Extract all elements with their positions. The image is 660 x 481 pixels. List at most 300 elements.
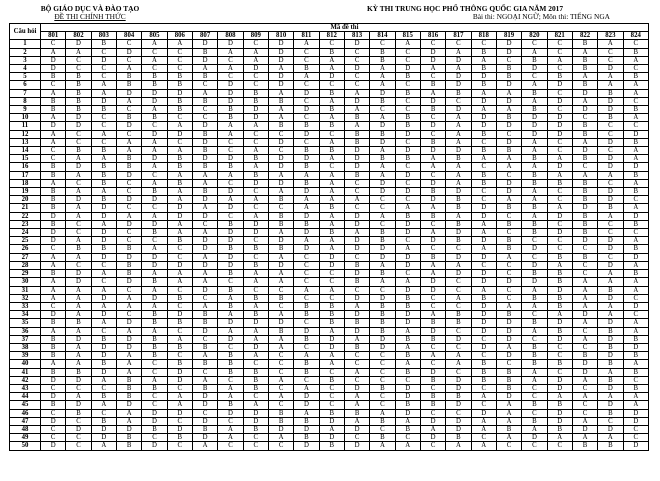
- answer-cell: B: [496, 245, 521, 253]
- answer-cell: A: [218, 65, 243, 73]
- answer-cell: D: [547, 229, 572, 237]
- answer-cell: D: [344, 311, 369, 319]
- answer-cell: A: [294, 352, 319, 360]
- answer-cell: C: [319, 270, 344, 278]
- answer-cell: A: [268, 253, 293, 261]
- answer-cell: A: [167, 196, 192, 204]
- answer-cell: D: [142, 261, 167, 269]
- answer-cell: C: [623, 40, 648, 48]
- answer-cell: A: [268, 114, 293, 122]
- question-number: 37: [10, 335, 41, 343]
- answer-cell: B: [420, 106, 445, 114]
- answer-cell: D: [142, 417, 167, 425]
- answer-cell: A: [522, 376, 547, 384]
- answer-cell: C: [218, 147, 243, 155]
- question-number: 13: [10, 138, 41, 146]
- answer-cell: A: [572, 294, 597, 302]
- answer-cell: D: [192, 434, 217, 442]
- answer-cell: D: [319, 434, 344, 442]
- answer-cell: A: [446, 360, 471, 368]
- answer-cell: A: [319, 65, 344, 73]
- answer-cell: A: [167, 229, 192, 237]
- answer-cell: B: [41, 368, 66, 376]
- answer-cell: C: [243, 253, 268, 261]
- answer-cell: C: [41, 81, 66, 89]
- answer-cell: C: [496, 130, 521, 138]
- answer-cell: D: [598, 138, 623, 146]
- table-row: [10, 442, 649, 450]
- answer-cell: A: [41, 48, 66, 56]
- answer-cell: D: [471, 270, 496, 278]
- exam-code-cell: 815: [395, 32, 420, 40]
- answer-cell: B: [522, 294, 547, 302]
- answer-cell: C: [294, 343, 319, 351]
- answer-cell: B: [623, 270, 648, 278]
- answer-cell: B: [218, 163, 243, 171]
- answer-cell: C: [167, 48, 192, 56]
- answer-cell: D: [395, 229, 420, 237]
- answer-cell: B: [446, 237, 471, 245]
- answer-cell: A: [395, 278, 420, 286]
- answer-cell: B: [116, 376, 141, 384]
- table-row: [10, 114, 649, 122]
- answer-cell: A: [41, 360, 66, 368]
- answer-cell: C: [294, 253, 319, 261]
- answer-cell: A: [370, 261, 395, 269]
- answer-cell: C: [91, 409, 116, 417]
- answer-cell: A: [167, 188, 192, 196]
- answer-cell: A: [420, 311, 445, 319]
- answer-cell: A: [522, 48, 547, 56]
- answer-cell: C: [142, 65, 167, 73]
- answer-cell: B: [41, 171, 66, 179]
- answer-cell: D: [319, 335, 344, 343]
- answer-cell: B: [66, 368, 91, 376]
- answer-cell: D: [471, 122, 496, 130]
- answer-cell: A: [142, 56, 167, 64]
- answer-cell: B: [41, 220, 66, 228]
- question-number: 10: [10, 114, 41, 122]
- answer-cell: B: [218, 220, 243, 228]
- answer-cell: A: [116, 138, 141, 146]
- answer-cell: C: [243, 434, 268, 442]
- answer-cell: B: [420, 188, 445, 196]
- answer-cell: B: [91, 40, 116, 48]
- answer-cell: D: [268, 56, 293, 64]
- question-number: 17: [10, 171, 41, 179]
- answer-cell: C: [344, 204, 369, 212]
- answer-cell: A: [319, 286, 344, 294]
- answer-cell: B: [547, 253, 572, 261]
- answer-cell: D: [420, 417, 445, 425]
- answer-cell: C: [344, 56, 369, 64]
- answer-cell: B: [496, 376, 521, 384]
- answer-cell: A: [192, 179, 217, 187]
- answer-cell: C: [370, 286, 395, 294]
- answer-cell: D: [192, 393, 217, 401]
- answer-cell: A: [370, 65, 395, 73]
- answer-cell: D: [116, 122, 141, 130]
- table-row: [10, 229, 649, 237]
- answer-cell: A: [243, 212, 268, 220]
- answer-cell: C: [395, 138, 420, 146]
- answer-cell: D: [496, 81, 521, 89]
- answer-cell: C: [623, 229, 648, 237]
- answer-cell: A: [142, 147, 167, 155]
- answer-cell: C: [142, 360, 167, 368]
- question-number: 9: [10, 106, 41, 114]
- answer-cell: B: [471, 65, 496, 73]
- answer-cell: D: [395, 319, 420, 327]
- answer-cell: B: [243, 245, 268, 253]
- answer-cell: D: [344, 212, 369, 220]
- answer-cell: C: [370, 368, 395, 376]
- answer-cell: B: [167, 360, 192, 368]
- answer-cell: A: [268, 278, 293, 286]
- answer-cell: A: [572, 171, 597, 179]
- answer-cell: B: [572, 179, 597, 187]
- answer-cell: B: [623, 245, 648, 253]
- answer-cell: D: [420, 196, 445, 204]
- answer-cell: B: [167, 343, 192, 351]
- answer-cell: B: [547, 302, 572, 310]
- answer-cell: B: [41, 106, 66, 114]
- answer-cell: B: [167, 155, 192, 163]
- answer-cell: D: [319, 253, 344, 261]
- question-number: 16: [10, 163, 41, 171]
- answer-cell: C: [116, 56, 141, 64]
- answer-cell: D: [218, 237, 243, 245]
- answer-cell: A: [142, 163, 167, 171]
- answer-cell: B: [623, 384, 648, 392]
- exam-title: KỲ THI TRUNG HỌC PHỔ THÔNG QUỐC GIA NĂM 2017: [366, 4, 564, 13]
- question-number: 1: [10, 40, 41, 48]
- answer-cell: B: [142, 188, 167, 196]
- answer-cell: C: [142, 48, 167, 56]
- question-number: 22: [10, 212, 41, 220]
- answer-cell: C: [344, 253, 369, 261]
- answer-cell: D: [66, 425, 91, 433]
- answer-cell: C: [66, 417, 91, 425]
- answer-cell: C: [116, 130, 141, 138]
- answer-cell: B: [268, 409, 293, 417]
- answer-cell: C: [192, 220, 217, 228]
- answer-cell: C: [370, 204, 395, 212]
- answer-cell: D: [344, 425, 369, 433]
- answer-cell: B: [623, 352, 648, 360]
- answer-cell: D: [395, 65, 420, 73]
- answer-cell: B: [41, 204, 66, 212]
- answer-cell: C: [218, 376, 243, 384]
- answer-cell: D: [218, 319, 243, 327]
- answer-cell: B: [91, 335, 116, 343]
- answer-cell: D: [167, 376, 192, 384]
- answer-cell: D: [41, 417, 66, 425]
- question-number: 26: [10, 245, 41, 253]
- answer-cell: B: [572, 122, 597, 130]
- question-number: 44: [10, 393, 41, 401]
- answer-cell: C: [572, 163, 597, 171]
- table-row: [10, 48, 649, 56]
- answer-cell: A: [522, 188, 547, 196]
- answer-cell: C: [91, 65, 116, 73]
- answer-cell: C: [167, 56, 192, 64]
- answer-cell: B: [598, 89, 623, 97]
- exam-code-cell: 817: [446, 32, 471, 40]
- answer-cell: B: [395, 335, 420, 343]
- answer-cell: C: [243, 130, 268, 138]
- answer-cell: D: [218, 40, 243, 48]
- answer-cell: D: [598, 65, 623, 73]
- answer-cell: C: [547, 442, 572, 450]
- answer-cell: C: [91, 114, 116, 122]
- answer-cell: C: [268, 368, 293, 376]
- answer-cell: C: [319, 278, 344, 286]
- answer-cell: C: [623, 122, 648, 130]
- answer-cell: B: [66, 106, 91, 114]
- answer-cell: A: [344, 335, 369, 343]
- exam-subject: Bài thi: NGOẠI NGỮ; Môn thi: TIẾNG NGA: [472, 12, 610, 21]
- answer-cell: B: [623, 188, 648, 196]
- answer-cell: B: [395, 114, 420, 122]
- answer-cell: C: [547, 40, 572, 48]
- answer-cell: C: [344, 434, 369, 442]
- answer-cell: A: [268, 106, 293, 114]
- answer-cell: C: [496, 261, 521, 269]
- answer-cell: C: [522, 409, 547, 417]
- answer-cell: A: [344, 122, 369, 130]
- answer-cell: A: [446, 163, 471, 171]
- answer-cell: D: [116, 89, 141, 97]
- answer-cell: D: [446, 81, 471, 89]
- answer-cell: A: [167, 220, 192, 228]
- question-number: 48: [10, 425, 41, 433]
- answer-cell: B: [471, 376, 496, 384]
- answer-cell: B: [370, 56, 395, 64]
- answer-cell: D: [192, 237, 217, 245]
- answer-cell: D: [446, 270, 471, 278]
- answer-cell: B: [116, 434, 141, 442]
- answer-cell: A: [370, 114, 395, 122]
- table-row: [10, 89, 649, 97]
- answer-cell: C: [395, 179, 420, 187]
- answer-cell: C: [598, 229, 623, 237]
- answer-cell: C: [395, 237, 420, 245]
- answer-cell: B: [496, 368, 521, 376]
- answer-cell: D: [192, 40, 217, 48]
- answer-cell: C: [142, 122, 167, 130]
- answer-cell: D: [420, 286, 445, 294]
- answer-cell: A: [370, 147, 395, 155]
- answer-cell: A: [243, 56, 268, 64]
- answer-cell: C: [91, 138, 116, 146]
- answer-cell: C: [319, 40, 344, 48]
- answer-cell: D: [496, 40, 521, 48]
- answer-cell: A: [116, 360, 141, 368]
- answer-cell: D: [91, 294, 116, 302]
- answer-cell: D: [446, 401, 471, 409]
- answer-cell: A: [522, 138, 547, 146]
- answer-cell: B: [446, 89, 471, 97]
- answer-cell: A: [623, 147, 648, 155]
- answer-cell: C: [268, 286, 293, 294]
- exam-code-cell: 814: [370, 32, 395, 40]
- answer-cell: B: [142, 229, 167, 237]
- answer-cell: B: [420, 253, 445, 261]
- answer-cell: A: [66, 212, 91, 220]
- answer-cell: B: [598, 204, 623, 212]
- answer-cell: D: [167, 130, 192, 138]
- answer-cell: D: [395, 147, 420, 155]
- answer-cell: C: [471, 163, 496, 171]
- answer-cell: C: [395, 196, 420, 204]
- answer-cell: B: [420, 138, 445, 146]
- answer-cell: B: [41, 401, 66, 409]
- answer-cell: C: [572, 327, 597, 335]
- answer-cell: D: [218, 229, 243, 237]
- answer-cell: B: [319, 48, 344, 56]
- answer-cell: D: [471, 73, 496, 81]
- answer-cell: A: [446, 65, 471, 73]
- answer-cell: D: [446, 425, 471, 433]
- question-number: 30: [10, 278, 41, 286]
- answer-cell: D: [167, 368, 192, 376]
- answer-cell: D: [167, 212, 192, 220]
- answer-cell: A: [294, 384, 319, 392]
- answer-cell: A: [344, 401, 369, 409]
- answer-cell: A: [370, 278, 395, 286]
- answer-cell: D: [116, 196, 141, 204]
- answer-cell: A: [395, 40, 420, 48]
- question-number: 49: [10, 434, 41, 442]
- answer-cell: D: [471, 97, 496, 105]
- answer-cell: D: [496, 179, 521, 187]
- answer-cell: D: [294, 245, 319, 253]
- answer-cell: D: [243, 65, 268, 73]
- answer-cell: C: [41, 245, 66, 253]
- answer-cell: A: [370, 442, 395, 450]
- answer-cell: B: [598, 327, 623, 335]
- answer-cell: D: [446, 106, 471, 114]
- answer-cell: A: [572, 73, 597, 81]
- answer-cell: C: [395, 97, 420, 105]
- answer-cell: D: [547, 319, 572, 327]
- answer-cell: A: [319, 327, 344, 335]
- answer-cell: D: [41, 376, 66, 384]
- answer-cell: C: [471, 352, 496, 360]
- answer-cell: B: [294, 311, 319, 319]
- answer-cell: A: [319, 171, 344, 179]
- table-row: [10, 270, 649, 278]
- answer-cell: A: [294, 196, 319, 204]
- answer-cell: C: [420, 360, 445, 368]
- question-number: 24: [10, 229, 41, 237]
- answer-cell: B: [294, 163, 319, 171]
- answer-cell: A: [218, 425, 243, 433]
- answer-cell: A: [142, 179, 167, 187]
- answer-cell: B: [66, 245, 91, 253]
- answer-cell: B: [344, 278, 369, 286]
- answer-cell: A: [116, 327, 141, 335]
- answer-cell: D: [420, 97, 445, 105]
- answer-cell: A: [218, 327, 243, 335]
- answer-cell: C: [319, 393, 344, 401]
- answer-cell: B: [167, 179, 192, 187]
- answer-cell: A: [319, 245, 344, 253]
- answer-cell: D: [370, 138, 395, 146]
- answer-cell: B: [471, 48, 496, 56]
- answer-cell: A: [344, 229, 369, 237]
- answer-cell: A: [268, 393, 293, 401]
- table-row: [10, 311, 649, 319]
- answer-cell: A: [598, 81, 623, 89]
- answer-cell: C: [446, 278, 471, 286]
- answer-cell: D: [142, 409, 167, 417]
- answer-cell: D: [522, 278, 547, 286]
- answer-cell: A: [623, 155, 648, 163]
- answer-cell: B: [243, 376, 268, 384]
- answer-cell: A: [294, 73, 319, 81]
- answer-cell: C: [167, 253, 192, 261]
- answer-cell: A: [522, 163, 547, 171]
- answer-cell: B: [496, 237, 521, 245]
- answer-cell: D: [41, 442, 66, 450]
- answer-cell: C: [218, 73, 243, 81]
- answer-cell: A: [395, 327, 420, 335]
- answer-cell: D: [66, 122, 91, 130]
- answer-cell: C: [268, 384, 293, 392]
- answer-cell: A: [41, 179, 66, 187]
- table-row: [10, 376, 649, 384]
- answer-cell: D: [294, 401, 319, 409]
- answer-cell: A: [66, 171, 91, 179]
- answer-cell: A: [471, 56, 496, 64]
- answer-cell: B: [116, 114, 141, 122]
- answer-cell: D: [66, 114, 91, 122]
- answer-cell: A: [496, 401, 521, 409]
- answer-cell: D: [91, 237, 116, 245]
- answer-cell: C: [91, 73, 116, 81]
- answer-cell: C: [243, 81, 268, 89]
- answer-cell: C: [572, 409, 597, 417]
- answer-cell: C: [446, 343, 471, 351]
- answer-cell: D: [547, 163, 572, 171]
- answer-cell: B: [192, 73, 217, 81]
- answer-cell: A: [167, 270, 192, 278]
- answer-cell: A: [41, 278, 66, 286]
- table-row: [10, 163, 649, 171]
- answer-cell: D: [116, 319, 141, 327]
- table-row: [10, 352, 649, 360]
- answer-cell: A: [66, 204, 91, 212]
- answer-cell: A: [319, 97, 344, 105]
- answer-cell: A: [344, 417, 369, 425]
- answer-cell: D: [218, 261, 243, 269]
- answer-cell: B: [66, 147, 91, 155]
- answer-cell: B: [522, 204, 547, 212]
- exam-code-cell: 821: [547, 32, 572, 40]
- answer-cell: D: [344, 220, 369, 228]
- answer-cell: A: [623, 393, 648, 401]
- answer-cell: C: [446, 368, 471, 376]
- answer-cell: C: [420, 245, 445, 253]
- answer-cell: A: [572, 335, 597, 343]
- answer-cell: D: [294, 130, 319, 138]
- answer-cell: D: [344, 442, 369, 450]
- exam-code-cell: 804: [116, 32, 141, 40]
- answer-cell: A: [623, 401, 648, 409]
- answer-cell: C: [167, 352, 192, 360]
